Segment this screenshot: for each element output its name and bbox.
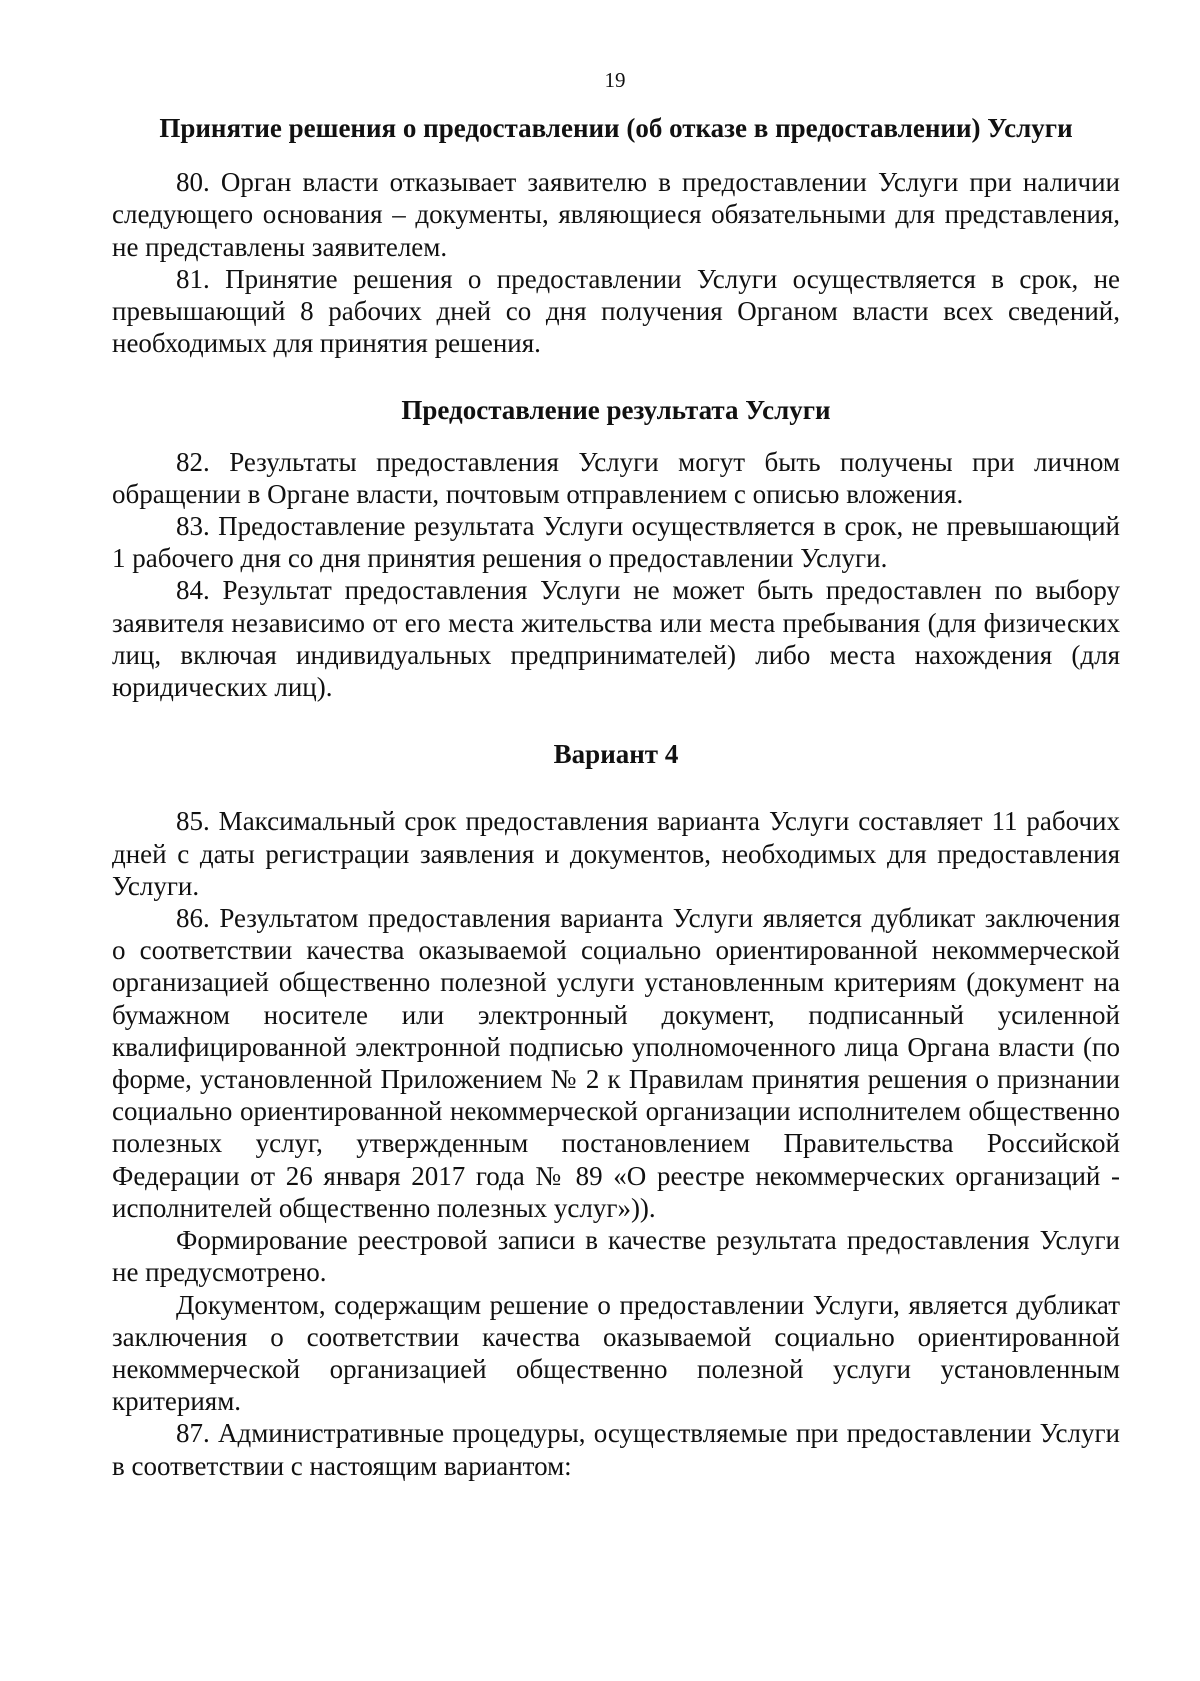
- paragraph-82: 82. Результаты предоставления Услуги могут быть получены при личном обращении в Органе власти, почтовым отправлением с описью вложения.: [112, 446, 1120, 509]
- section-heading-variant: Вариант 4: [553, 739, 679, 770]
- page-content: [112, 112, 1120, 1482]
- section-heading-result: Предоставление результата Услуги: [401, 395, 831, 426]
- paragraph-registry-record: Формирование реестровой записи в качестве результата предоставления Услуги не предусмотрено.: [112, 1225, 1120, 1288]
- paragraph-84: 84. Результат предоставления Услуги не может быть предоставлен по выбору заявителя независимо от его места жительства или места пребывания (для физических лиц, включая индивидуальных предпринимателей) либо места нахождения (для юридических лиц).: [112, 575, 1120, 703]
- paragraph-86: 86. Результатом предоставления варианта Услуги является дубликат заключения о соответствии качества оказываемой социально ориентированной некоммерческой организацией общественно полезной услуги установленным критериям (документ на бумажном носителе или электронный документ, подписанный усиленной квалифицированной электронной подписью уполномоченного лица Органа власти (по форме, установленной Приложением № 2 к Правилам принятия решения о признании социально ориентированной некоммерческой организации исполнителем общественно полезных услуг, утвержденным постановлением Правительства Российской Федерации от 26 января 2017 года № 89 «О реестре некоммерческих организаций - исполнителей общественно полезных услуг»)).: [112, 903, 1120, 1223]
- paragraph-83: 83. Предоставление результата Услуги осуществляется в срок, не превышающий 1 рабочего дня со дня принятия решения о предоставлении Услуги.: [112, 511, 1120, 574]
- paragraph-81: 81. Принятие решения о предоставлении Услуги осуществляется в срок, не превышающий 8 рабочих дней со дня получения Органом власти всех сведений, необходимых для принятия решения.: [112, 263, 1120, 359]
- paragraph-decision-document: Документом, содержащим решение о предоставлении Услуги, является дубликат заключения о соответствии качества оказываемой социально ориентированной некоммерческой организацией общественно полезной услуги установленным критериям.: [112, 1289, 1120, 1417]
- page-number: 19: [604, 68, 626, 92]
- paragraph-80: 80. Орган власти отказывает заявителю в предоставлении Услуги при наличии следующего основания – документы, являющиеся обязательными для представления, не представлены заявителем.: [112, 167, 1120, 262]
- section-heading-decision: Принятие решения о предоставлении (об отказе в предоставлении) Услуги: [159, 113, 1073, 143]
- paragraph-87: 87. Административные процедуры, осуществляемые при предоставлении Услуги в соответствии с настоящим вариантом:: [112, 1418, 1120, 1481]
- paragraph-85: 85. Максимальный срок предоставления варианта Услуги составляет 11 рабочих дней с даты регистрации заявления и документов, необходимых для предоставления Услуги.: [112, 806, 1120, 901]
